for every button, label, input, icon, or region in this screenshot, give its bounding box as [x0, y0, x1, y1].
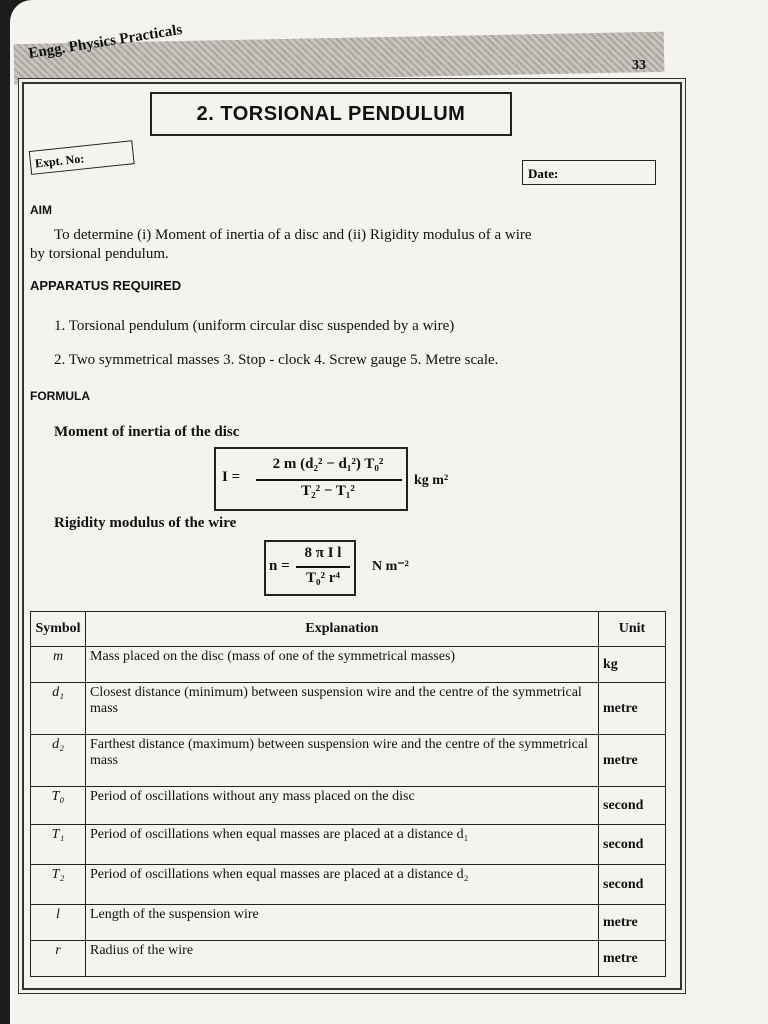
header-symbol: Symbol: [31, 612, 86, 647]
symbol-cell: d₁: [31, 683, 86, 735]
symbol-table: [30, 611, 666, 977]
moi-formula-box: [214, 447, 408, 511]
symbol-cell: l: [31, 905, 86, 941]
table-row: [31, 941, 666, 977]
book-title: Engg. Physics Practicals: [27, 21, 184, 63]
unit-cell: metre: [599, 905, 666, 941]
apparatus-item-1: 1. Torsional pendulum (uniform circular disc suspended by a wire): [54, 318, 455, 334]
table-row: [31, 647, 666, 683]
unit-cell: second: [599, 787, 666, 825]
experiment-title: 2. TORSIONAL PENDULUM: [150, 92, 512, 136]
explanation-cell: Radius of the wire: [86, 941, 599, 977]
table-row: [31, 865, 666, 905]
moi-lhs: I =: [222, 469, 241, 485]
symbol-cell: r: [31, 941, 86, 977]
apparatus-item-2: 2. Two symmetrical masses 3. Stop - clock 4. Screw gauge 5. Metre scale.: [54, 352, 499, 368]
moi-denominator: T₂² − T₁²: [301, 483, 355, 499]
unit-cell: metre: [599, 683, 666, 735]
expt-no-box: Expt. No:: [29, 140, 135, 175]
symbol-cell: T₁: [31, 825, 86, 865]
symbol-cell: T₀: [31, 787, 86, 825]
explanation-cell: Period of oscillations when equal masses are placed at a distance d₂: [86, 865, 599, 905]
header-unit: Unit: [599, 612, 666, 647]
explanation-cell: Period of oscillations when equal masses are placed at a distance d₁: [86, 825, 599, 865]
date-box: Date:: [522, 160, 656, 185]
formula-heading: FORMULA: [30, 389, 90, 403]
rigidity-label: Rigidity modulus of the wire: [54, 515, 237, 531]
header-explanation: Explanation: [86, 612, 599, 647]
table-row: [31, 825, 666, 865]
page-number: 33: [632, 58, 646, 73]
apparatus-heading: APPARATUS REQUIRED: [30, 278, 182, 293]
explanation-cell: Length of the suspension wire: [86, 905, 599, 941]
moi-unit: kg m²: [414, 473, 449, 488]
table-row: [31, 787, 666, 825]
moi-label: Moment of inertia of the disc: [54, 424, 240, 440]
rigidity-lhs: n =: [269, 558, 290, 574]
rigidity-fraction-bar: [296, 566, 350, 568]
aim-line-1: To determine (i) Moment of inertia of a disc and (ii) Rigidity modulus of a wire: [54, 227, 532, 243]
rigidity-formula-box: [264, 540, 356, 596]
explanation-cell: Mass placed on the disc (mass of one of the symmetrical masses): [86, 647, 599, 683]
unit-cell: kg: [599, 647, 666, 683]
table-row: [31, 905, 666, 941]
table-row: [31, 735, 666, 787]
moi-fraction-bar: [256, 479, 402, 481]
rigidity-denominator: T₀² r⁴: [306, 570, 340, 586]
rigidity-numerator: 8 π I l: [304, 545, 342, 561]
rigidity-unit: N m⁻²: [372, 559, 409, 574]
unit-cell: metre: [599, 735, 666, 787]
explanation-cell: Closest distance (minimum) between suspension wire and the centre of the symmetrical mass: [86, 683, 599, 735]
explanation-cell: Period of oscillations without any mass placed on the disc: [86, 787, 599, 825]
aim-line-2: by torsional pendulum.: [30, 246, 169, 262]
unit-cell: second: [599, 825, 666, 865]
explanation-cell: Farthest distance (maximum) between suspension wire and the centre of the symmetrical mass: [86, 735, 599, 787]
table-header-row: [31, 612, 666, 647]
symbol-cell: T₂: [31, 865, 86, 905]
symbol-cell: d₂: [31, 735, 86, 787]
unit-cell: second: [599, 865, 666, 905]
unit-cell: metre: [599, 941, 666, 977]
table-row: [31, 683, 666, 735]
symbol-cell: m: [31, 647, 86, 683]
aim-heading: AIM: [30, 203, 52, 217]
moi-numerator: 2 m (d₂² − d₁²) T₀²: [272, 456, 384, 472]
